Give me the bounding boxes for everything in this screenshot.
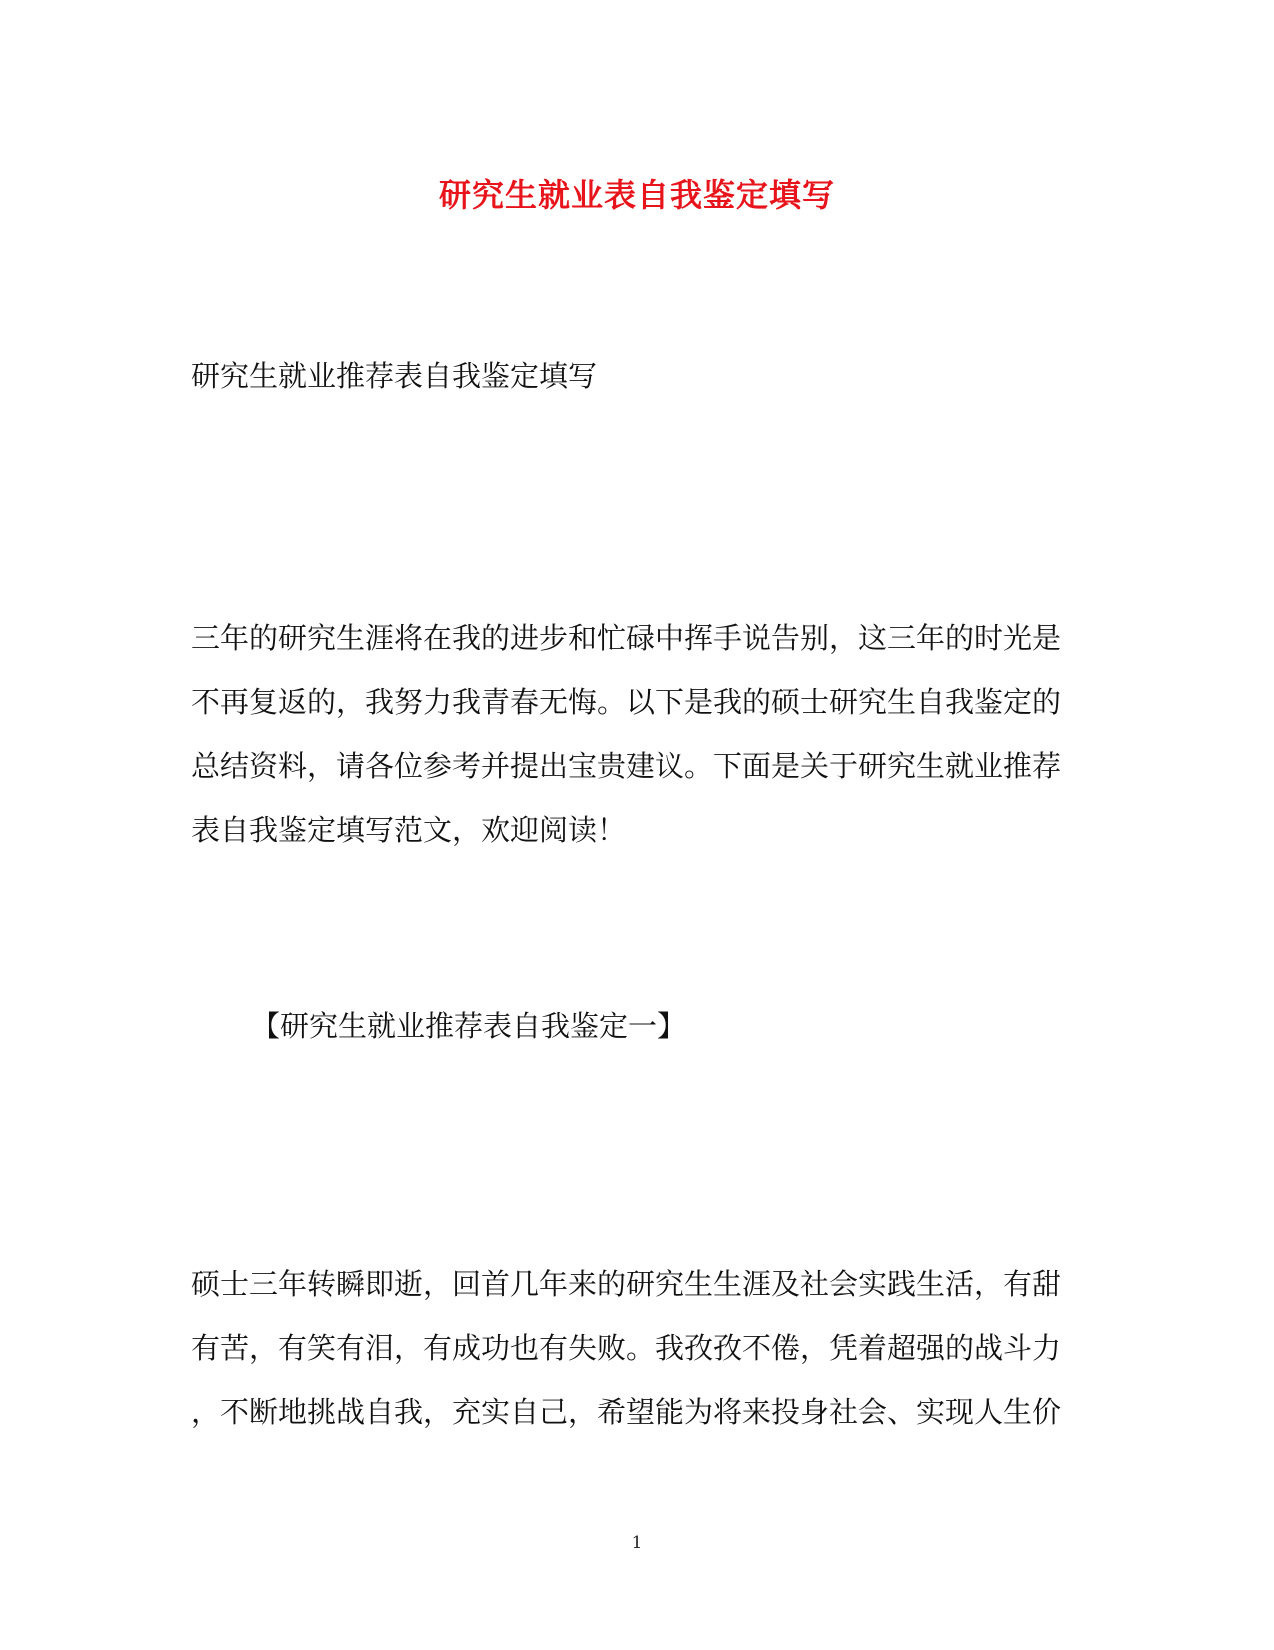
document-title: 研究生就业表自我鉴定填写 xyxy=(438,176,835,214)
document-subheading: 研究生就业推荐表自我鉴定填写 xyxy=(191,359,598,393)
page-number: 1 xyxy=(631,1533,643,1553)
section-line: ，不断地挑战自我，充实自己，希望能为将来投身社会、实现人生价 xyxy=(191,1395,1062,1429)
intro-line: 表自我鉴定填写范文，欢迎阅读！ xyxy=(191,813,627,847)
section-line: 有苦，有笑有泪，有成功也有失败。我孜孜不倦，凭着超强的战斗力 xyxy=(191,1331,1062,1365)
intro-line: 总结资料，请各位参考并提出宝贵建议。下面是关于研究生就业推荐 xyxy=(191,749,1062,783)
section-paragraph xyxy=(191,1252,1071,1444)
section-line: 硕士三年转瞬即逝，回首几年来的研究生生涯及社会实践生活，有甜 xyxy=(191,1267,1062,1301)
section-heading: 【研究生就业推荐表自我鉴定一】 xyxy=(251,1009,687,1043)
intro-line: 三年的研究生涯将在我的进步和忙碌中挥手说告别，这三年的时光是 xyxy=(191,621,1062,655)
intro-line: 不再复返的，我努力我青春无悔。以下是我的硕士研究生自我鉴定的 xyxy=(191,685,1062,719)
intro-paragraph xyxy=(191,606,1071,862)
